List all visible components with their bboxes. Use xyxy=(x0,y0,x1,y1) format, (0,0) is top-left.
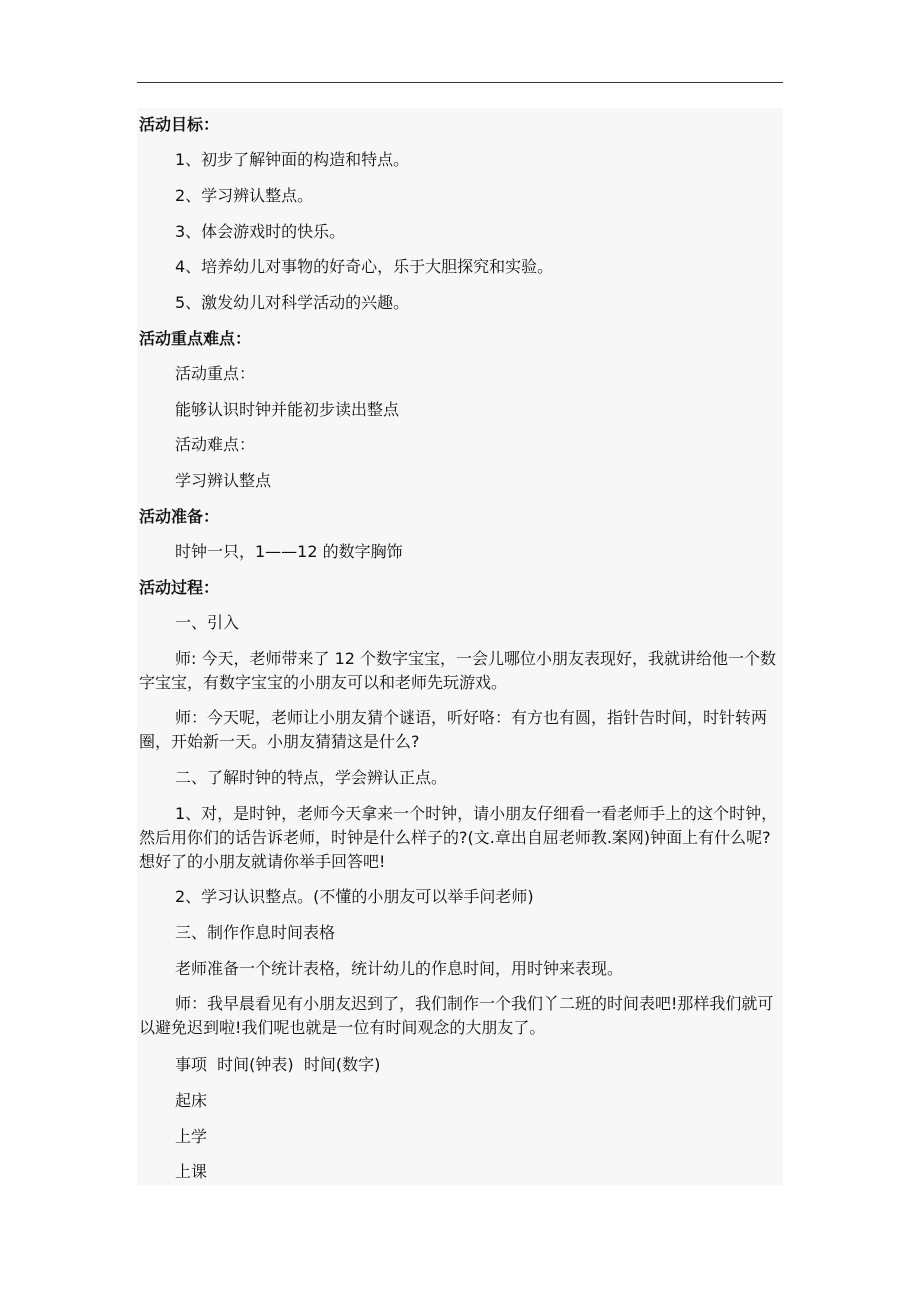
process-paragraph: 师：今天呢，老师让小朋友猜个谜语，听好咯：有方也有圆，指针告时间，时针转两圈，开始新一天。小朋友猜猜这是什么? xyxy=(139,708,768,751)
goal-item: 1、初步了解钟面的构造和特点。 xyxy=(175,150,410,169)
heading-key-points: 活动重点难点： xyxy=(139,329,252,348)
process-step-3: 三、制作作息时间表格 xyxy=(175,923,336,942)
schedule-row: 上学 xyxy=(175,1127,208,1146)
goal-item: 5、激发幼儿对科学活动的兴趣。 xyxy=(175,293,410,312)
schedule-row: 上课 xyxy=(175,1162,208,1181)
process-paragraph: 1、对，是时钟，老师今天拿来一个时钟，请小朋友仔细看一看老师手上的这个时钟，然后用你们的话告诉老师，时钟是什么样子的?(文.章出自屈老师教.案网)钟面上有什么呢?想好了的小朋友就请你举手回答吧! xyxy=(139,804,778,871)
goal-item: 3、体会游戏时的快乐。 xyxy=(175,222,346,241)
difficulty-label: 活动难点： xyxy=(175,435,256,454)
heading-preparation: 活动准备： xyxy=(139,507,220,526)
process-step-1: 一、引入 xyxy=(175,613,240,632)
top-rule xyxy=(137,82,783,83)
difficulty-text: 学习辨认整点 xyxy=(175,471,272,490)
schedule-table-header: 事项 时间(钟表) 时间(数字) xyxy=(175,1055,381,1074)
schedule-row: 起床 xyxy=(175,1091,208,1110)
document-body xyxy=(137,108,783,1185)
process-item: 2、学习认识整点。(不懂的小朋友可以举手问老师) xyxy=(175,887,534,906)
process-text: 老师准备一个统计表格，统计幼儿的作息时间，用时钟来表现。 xyxy=(175,959,624,978)
process-paragraph: 师：我早晨看见有小朋友迟到了，我们制作一个我们丫二班的时间表吧!那样我们就可以避免迟到啦!我们呢也就是一位有时间观念的大朋友了。 xyxy=(139,994,774,1037)
heading-process: 活动过程： xyxy=(139,578,220,597)
focus-text: 能够认识时钟并能初步读出整点 xyxy=(175,400,400,419)
preparation-text: 时钟一只，1——12 的数字胸饰 xyxy=(175,542,403,561)
goal-item: 2、学习辨认整点。 xyxy=(175,186,314,205)
process-paragraph: 师: 今天，老师带来了 12 个数字宝宝，一会儿哪位小朋友表现好，我就讲给他一个数字宝宝，有数字宝宝的小朋友可以和老师先玩游戏。 xyxy=(139,649,777,692)
focus-label: 活动重点： xyxy=(175,364,256,383)
heading-goals: 活动目标： xyxy=(139,115,220,134)
process-step-2: 二、了解时钟的特点，学会辨认正点。 xyxy=(175,768,448,787)
goal-item: 4、培养幼儿对事物的好奇心，乐于大胆探究和实验。 xyxy=(175,257,554,276)
